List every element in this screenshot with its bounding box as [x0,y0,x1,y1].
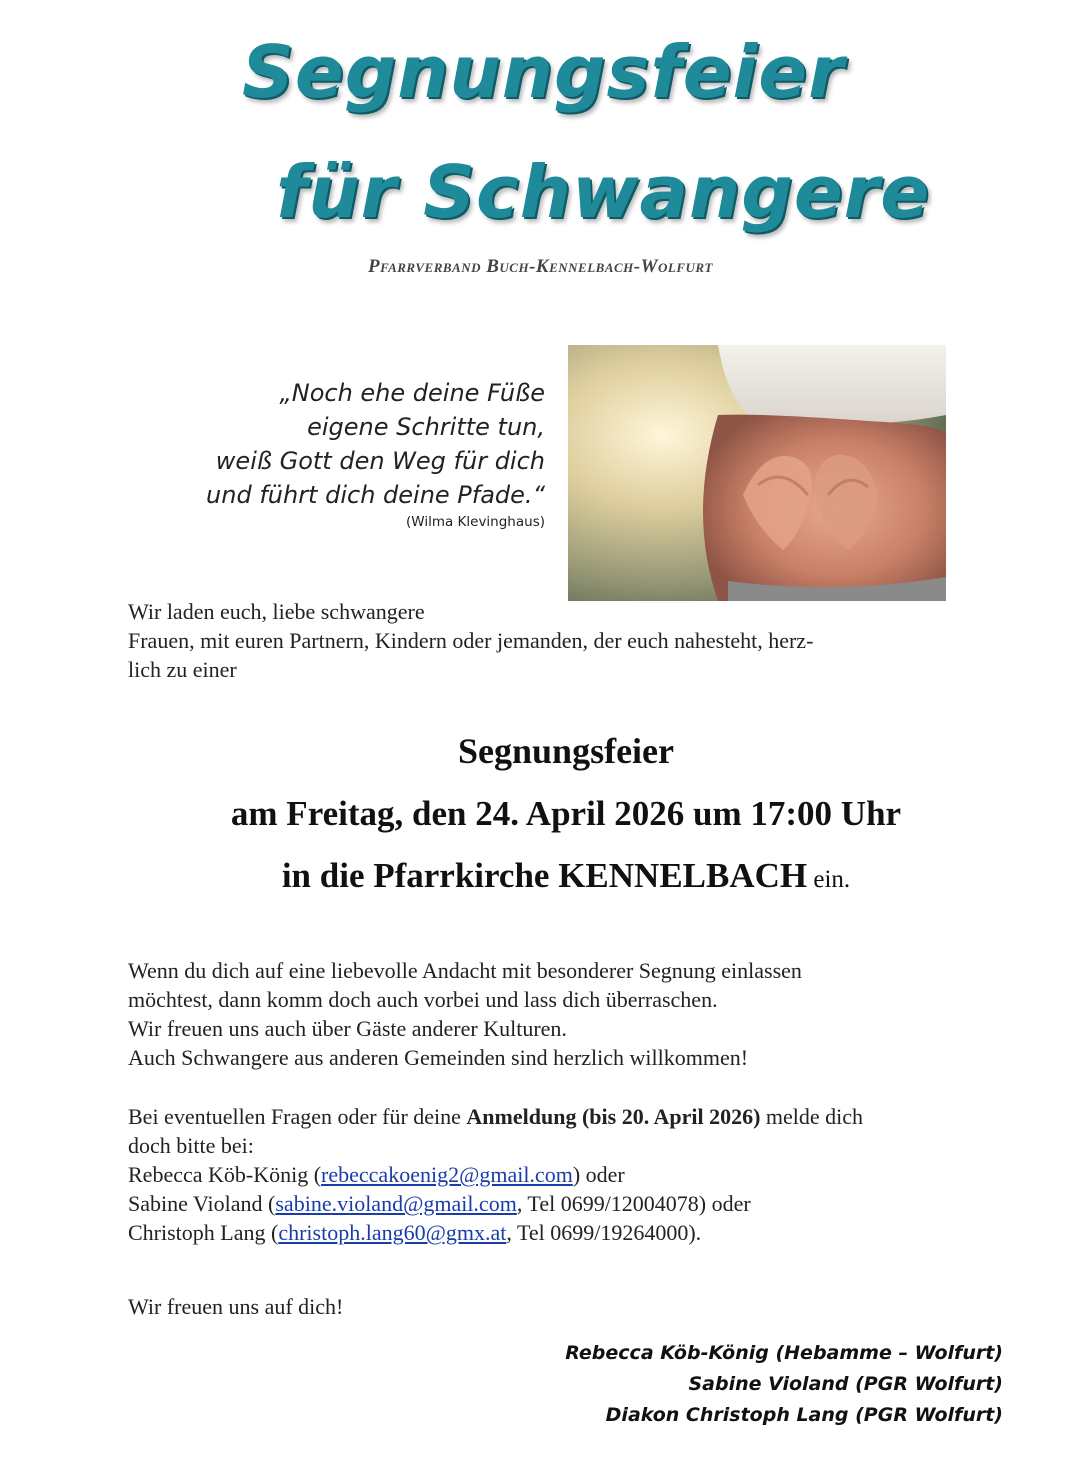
contact-name: Rebecca Köb-König ( [128,1162,322,1187]
closing-line: Wir freuen uns auf dich! [128,1294,344,1319]
event-place-text: in die Pfarrkirche KENNELBACH [281,856,808,895]
contact-name: Sabine Violand ( [128,1191,276,1216]
invite-line: lich zu einer [128,657,237,682]
contact-name: Christoph Lang ( [128,1220,279,1245]
page-subtitle: Pfarrverband Buch-Kennelbach-Wolfurt [368,256,713,277]
body-line: Auch Schwangere aus anderen Gemeinden sind herzlich willkommen! [128,1045,749,1070]
contact-person [128,1218,998,1247]
contact-intro-suffix: melde dich [760,1104,864,1129]
quote-line: und führt dich deine Pfade.“ [206,481,545,509]
pregnant-belly-photo [568,345,946,601]
signature-line: Rebecca Köb-König (Hebamme – Wolfurt) [565,1342,1003,1364]
signature-block [503,1338,1003,1431]
contact-tail: , Tel 0699/12004078) oder [516,1191,751,1216]
email-link[interactable]: rebeccakoenig2@gmail.com [321,1162,573,1187]
page-title-line1: Segnungsfeier [242,30,845,114]
body-line: Wir freuen uns auch über Gäste anderer Kulturen. [128,1016,567,1041]
body-line: möchtest, dann komm doch auch vorbei und lass dich überraschen. [128,987,718,1012]
contact-intro-prefix: Bei eventuellen Fragen oder für deine [128,1104,467,1129]
contact-paragraph [128,1102,998,1247]
event-date: am Freitag, den 24. April 2026 um 17:00 Uhr [230,794,902,833]
event-title: Segnungsfeier [458,731,674,771]
body-line: Wenn du dich auf eine liebevolle Andacht mit besonderer Segnung einlassen [128,958,802,983]
quote-line: „Noch ehe deine Füße [279,379,545,407]
invite-line: Frauen, mit euren Partnern, Kindern oder jemanden, der euch nahesteht, herz- [128,628,814,653]
contact-person [128,1189,998,1218]
contact-tail: , Tel 0699/19264000). [506,1220,702,1245]
page-title-line2: für Schwangere [276,150,931,234]
quote-author: (Wilma Klevinghaus) [406,514,545,530]
event-place-suffix: ein. [807,866,851,893]
contact-intro [128,1102,998,1131]
event-place [26,856,1080,896]
quote-block [25,376,545,512]
quote-line: eigene Schritte tun, [307,413,545,441]
registration-deadline: Anmeldung (bis 20. April 2026) [466,1104,761,1129]
contact-tail: ) oder [572,1162,625,1187]
contact-intro-line2: doch bitte bei: [128,1133,254,1158]
signature-line: Diakon Christoph Lang (PGR Wolfurt) [605,1404,1003,1426]
email-link[interactable]: sabine.violand@gmail.com [275,1191,517,1216]
contact-person [128,1160,998,1189]
body-paragraph [128,956,998,1072]
signature-line: Sabine Violand (PGR Wolfurt) [688,1373,1003,1395]
email-link[interactable]: christoph.lang60@gmx.at [278,1220,507,1245]
invite-paragraph [128,597,998,684]
invite-line: Wir laden euch, liebe schwangere [128,599,425,624]
quote-line: weiß Gott den Weg für dich [215,447,545,475]
